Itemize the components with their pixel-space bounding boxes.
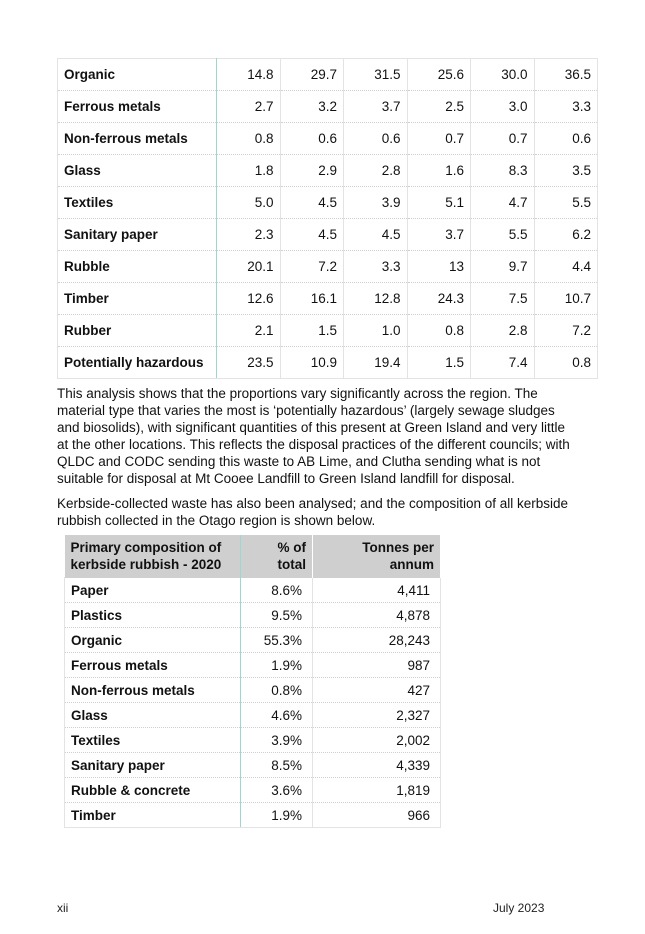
row-label: Plastics	[65, 603, 241, 628]
row-label: Organic	[58, 59, 217, 91]
column-header-material: Primary composition of kerbside rubbish - 2020	[65, 535, 241, 578]
percent-cell: 55.3%	[240, 628, 313, 653]
percent-cell: 8.6%	[240, 578, 313, 603]
table-cell: 12.8	[344, 283, 408, 315]
table-cell: 1.0	[344, 315, 408, 347]
footer-date: July 2023	[493, 901, 545, 915]
row-label: Potentially hazardous	[58, 347, 217, 379]
table-cell: 14.8	[217, 59, 281, 91]
table-header-row	[65, 535, 441, 578]
percent-cell: 4.6%	[240, 703, 313, 728]
table-cell: 0.8	[407, 315, 471, 347]
table-cell: 4.5	[280, 219, 344, 251]
table-cell: 9.7	[471, 251, 535, 283]
table-cell: 3.3	[534, 91, 598, 123]
table-cell: 2.5	[407, 91, 471, 123]
table-cell: 5.0	[217, 187, 281, 219]
table-cell: 0.7	[471, 123, 535, 155]
table-row	[65, 628, 441, 653]
kerbside-intro-paragraph: Kerbside-collected waste has also been analysed; and the composition of all kerbside rubbish collected in the Otago region is shown below.	[57, 496, 569, 528]
table-cell: 3.2	[280, 91, 344, 123]
table-cell: 1.5	[280, 315, 344, 347]
table-cell: 36.5	[534, 59, 598, 91]
row-label: Sanitary paper	[58, 219, 217, 251]
table-cell: 30.0	[471, 59, 535, 91]
row-label: Timber	[58, 283, 217, 315]
row-label: Textiles	[58, 187, 217, 219]
table-row	[58, 187, 598, 219]
row-label: Non-ferrous metals	[65, 678, 241, 703]
table-cell: 23.5	[217, 347, 281, 379]
table-row	[58, 155, 598, 187]
table-cell: 0.8	[534, 347, 598, 379]
table-cell: 4.4	[534, 251, 598, 283]
table-cell: 7.4	[471, 347, 535, 379]
table-cell: 4.5	[280, 187, 344, 219]
table-row	[58, 123, 598, 155]
table-cell: 13	[407, 251, 471, 283]
table-cell: 5.1	[407, 187, 471, 219]
percent-cell: 1.9%	[240, 803, 313, 828]
tonnes-cell: 427	[313, 678, 441, 703]
table-cell: 25.6	[407, 59, 471, 91]
tonnes-cell: 4,411	[313, 578, 441, 603]
tonnes-cell: 987	[313, 653, 441, 678]
table-row	[65, 703, 441, 728]
table-row	[58, 91, 598, 123]
row-label: Non-ferrous metals	[58, 123, 217, 155]
table-row	[58, 251, 598, 283]
row-label: Textiles	[65, 728, 241, 753]
row-label: Organic	[65, 628, 241, 653]
table-cell: 20.1	[217, 251, 281, 283]
table-row	[65, 603, 441, 628]
table-cell: 2.8	[344, 155, 408, 187]
waste-composition-by-site-table	[57, 58, 598, 379]
table-row	[65, 778, 441, 803]
tonnes-cell: 1,819	[313, 778, 441, 803]
table-cell: 1.6	[407, 155, 471, 187]
percent-cell: 1.9%	[240, 653, 313, 678]
table-cell: 0.8	[217, 123, 281, 155]
column-header-percent: % of total	[240, 535, 313, 578]
table-cell: 2.7	[217, 91, 281, 123]
table-row	[65, 753, 441, 778]
page-number: xii	[57, 901, 69, 915]
table-cell: 2.8	[471, 315, 535, 347]
table-cell: 3.7	[344, 91, 408, 123]
tonnes-cell: 4,339	[313, 753, 441, 778]
row-label: Ferrous metals	[58, 91, 217, 123]
table-cell: 1.5	[407, 347, 471, 379]
row-label: Paper	[65, 578, 241, 603]
tonnes-cell: 2,002	[313, 728, 441, 753]
table-cell: 0.6	[280, 123, 344, 155]
table-cell: 8.3	[471, 155, 535, 187]
table-cell: 24.3	[407, 283, 471, 315]
tonnes-cell: 966	[313, 803, 441, 828]
percent-cell: 9.5%	[240, 603, 313, 628]
table-row	[58, 315, 598, 347]
percent-cell: 8.5%	[240, 753, 313, 778]
table-cell: 16.1	[280, 283, 344, 315]
table-cell: 5.5	[534, 187, 598, 219]
row-label: Ferrous metals	[65, 653, 241, 678]
table-cell: 3.5	[534, 155, 598, 187]
table-cell: 7.5	[471, 283, 535, 315]
row-label: Glass	[58, 155, 217, 187]
row-label: Rubble	[58, 251, 217, 283]
table-row	[65, 653, 441, 678]
table-cell: 4.5	[344, 219, 408, 251]
table-cell: 3.7	[407, 219, 471, 251]
table-cell: 19.4	[344, 347, 408, 379]
table-row	[58, 347, 598, 379]
percent-cell: 3.9%	[240, 728, 313, 753]
row-label: Timber	[65, 803, 241, 828]
table-cell: 1.8	[217, 155, 281, 187]
table-cell: 29.7	[280, 59, 344, 91]
table-cell: 12.6	[217, 283, 281, 315]
tonnes-cell: 4,878	[313, 603, 441, 628]
table-cell: 7.2	[280, 251, 344, 283]
table-cell: 10.9	[280, 347, 344, 379]
row-label: Sanitary paper	[65, 753, 241, 778]
percent-cell: 3.6%	[240, 778, 313, 803]
row-label: Rubble & concrete	[65, 778, 241, 803]
table-cell: 7.2	[534, 315, 598, 347]
column-header-tonnes: Tonnes per annum	[313, 535, 441, 578]
table-row	[65, 578, 441, 603]
table-cell: 0.7	[407, 123, 471, 155]
table-cell: 3.3	[344, 251, 408, 283]
analysis-paragraph: This analysis shows that the proportions vary significantly across the region. The material type that varies the most is ‘potentially hazardous’ (largely sewage sludges and biosolids), with significant quantities of this present at Green Island and very little at the other locations. This reflects the disposal practices of the different councils; with QLDC and CODC sending this waste to AB Lime, and Clutha sending what is not suitable for disposal at Mt Cooee Landfill to Green Island landfill for disposal.	[57, 386, 570, 486]
table-cell: 2.1	[217, 315, 281, 347]
row-label: Rubber	[58, 315, 217, 347]
table-cell: 5.5	[471, 219, 535, 251]
row-label: Glass	[65, 703, 241, 728]
table-row	[65, 728, 441, 753]
table-cell: 3.9	[344, 187, 408, 219]
table-cell: 4.7	[471, 187, 535, 219]
table-cell: 31.5	[344, 59, 408, 91]
table-cell: 0.6	[534, 123, 598, 155]
table-cell: 6.2	[534, 219, 598, 251]
percent-cell: 0.8%	[240, 678, 313, 703]
kerbside-composition-table	[64, 535, 441, 828]
table-cell: 3.0	[471, 91, 535, 123]
table-cell: 2.9	[280, 155, 344, 187]
table-row	[58, 59, 598, 91]
tonnes-cell: 2,327	[313, 703, 441, 728]
table-cell: 10.7	[534, 283, 598, 315]
table-row	[65, 678, 441, 703]
tonnes-cell: 28,243	[313, 628, 441, 653]
table-row	[58, 219, 598, 251]
table-row	[65, 803, 441, 828]
table-cell: 2.3	[217, 219, 281, 251]
table-cell: 0.6	[344, 123, 408, 155]
table-row	[58, 283, 598, 315]
